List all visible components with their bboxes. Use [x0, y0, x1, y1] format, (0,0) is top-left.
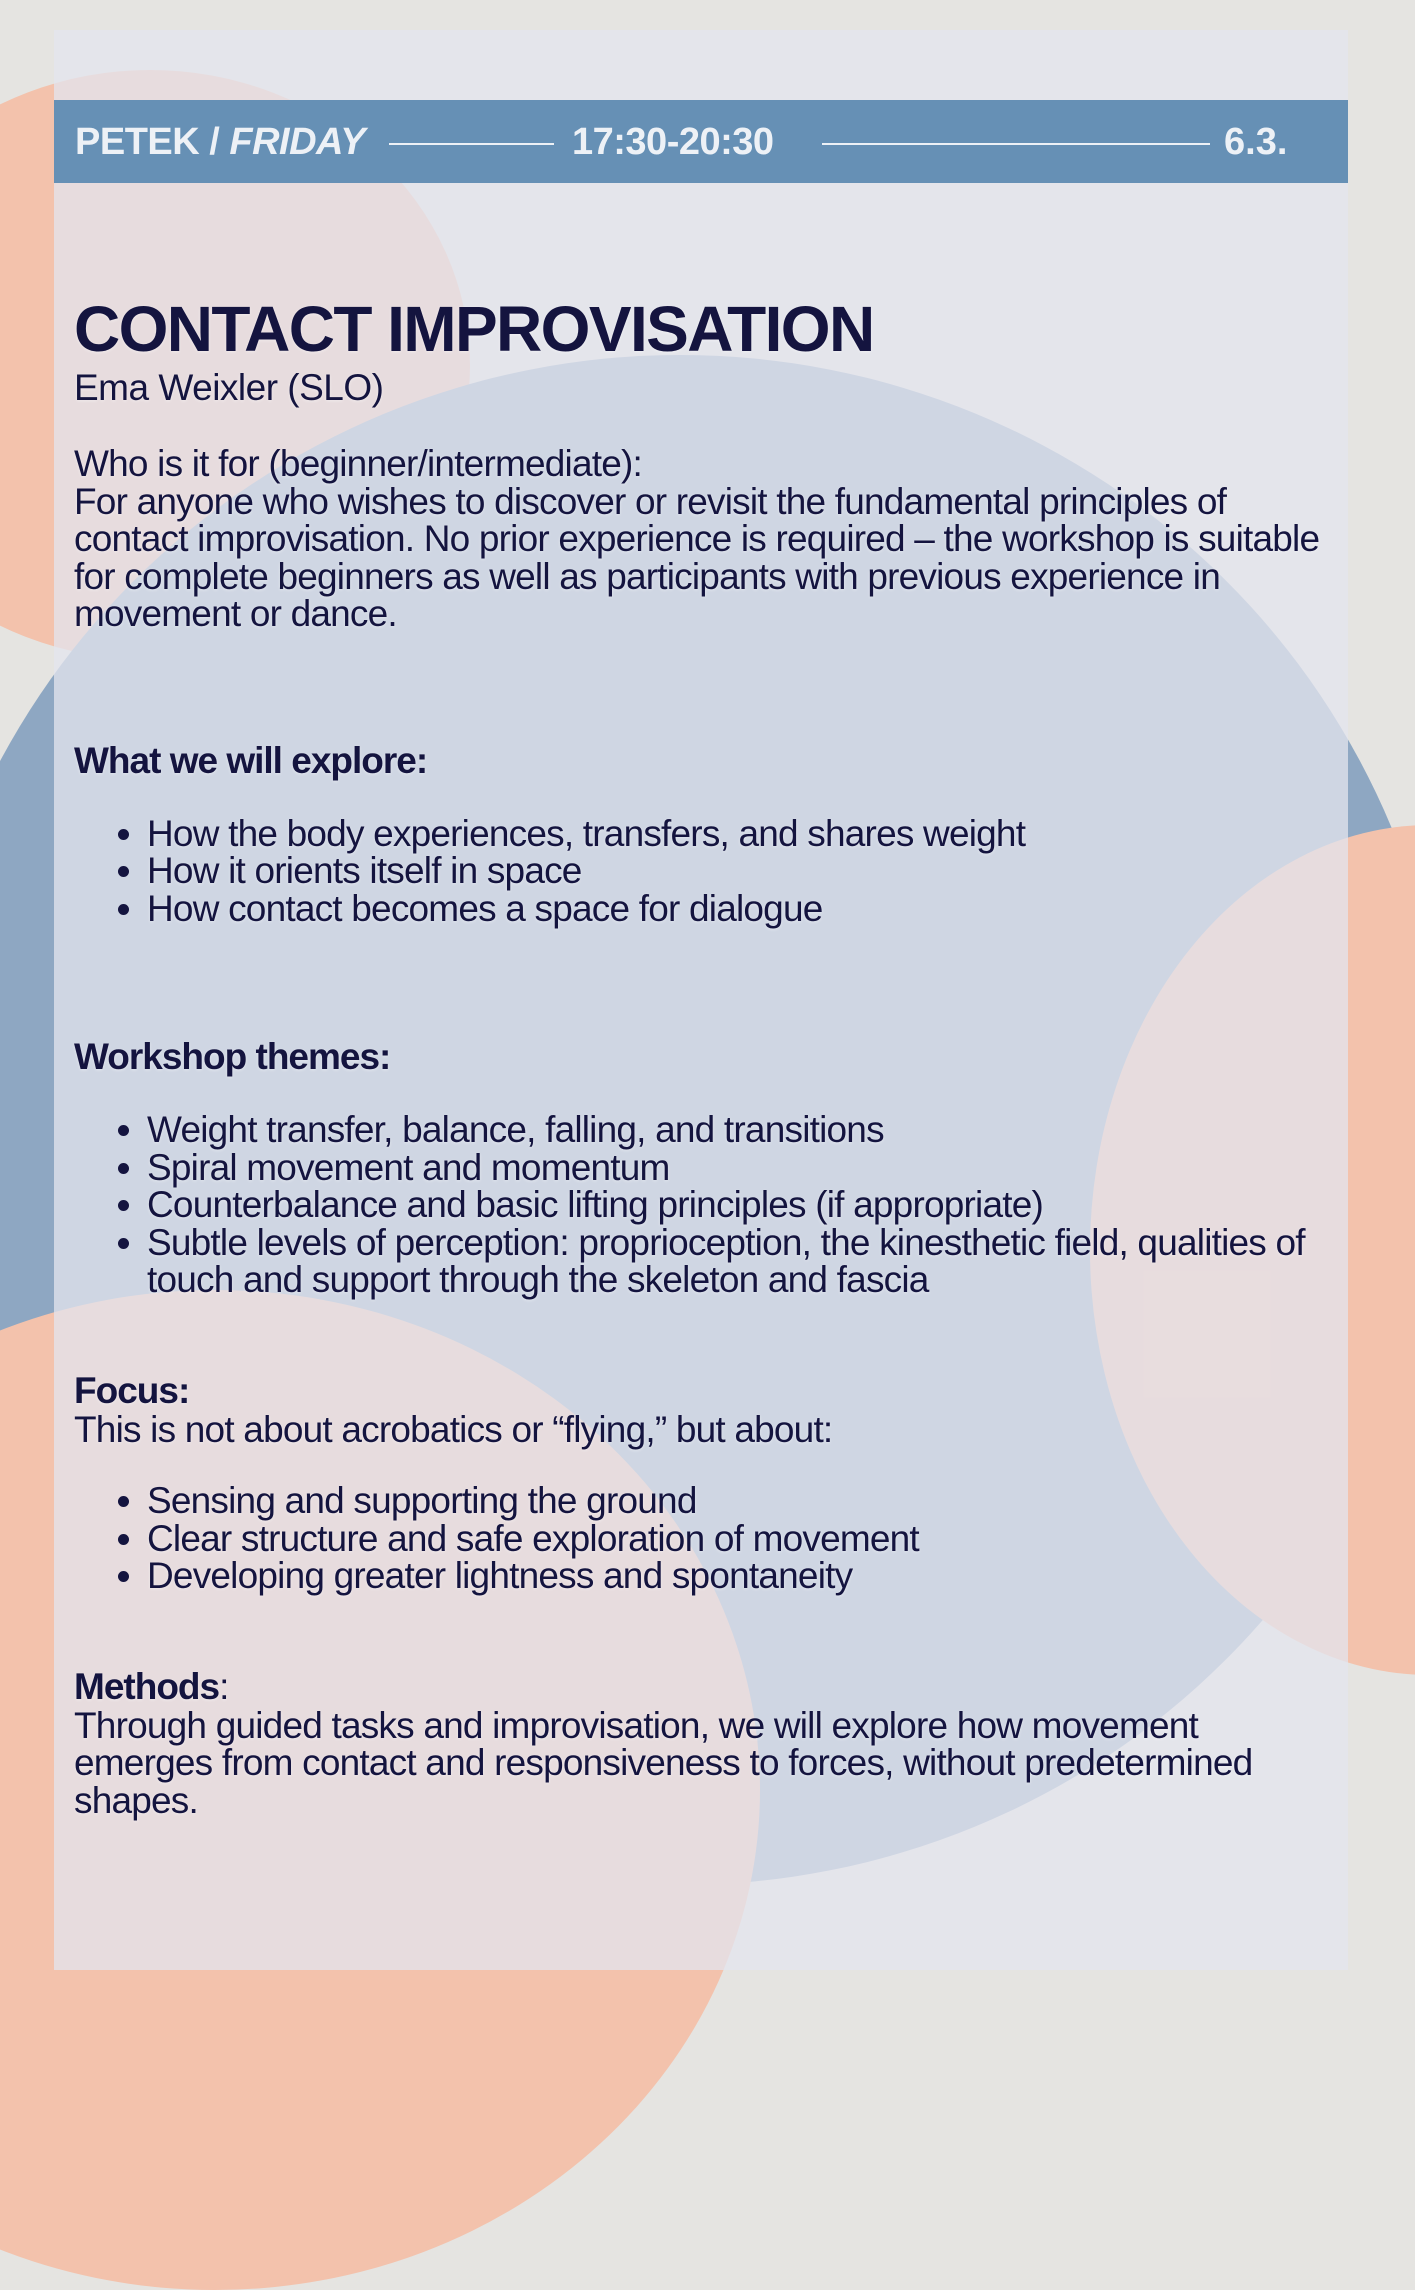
- themes-heading: Workshop themes:: [74, 1036, 391, 1077]
- list-item: • Developing greater lightness and spontaneity: [147, 1557, 1344, 1595]
- methods-text: Through guided tasks and improvisation, we will explore how movement emerges from contact and responsiveness to forces, without predetermined shapes.: [74, 1704, 1253, 1821]
- list-item: • Sensing and supporting the ground: [147, 1482, 1344, 1520]
- focus-intro: This is not about acrobatics or “flying,” but about:: [74, 1408, 833, 1450]
- day-separator: /: [199, 121, 230, 163]
- methods-heading: [74, 1667, 1344, 1707]
- workshop-title: CONTACT IMPROVISATION: [74, 293, 874, 365]
- list-item: • How the body experiences, transfers, and shares weight: [147, 815, 1344, 853]
- day-slovene: PETEK: [75, 121, 200, 163]
- header-day: [75, 121, 365, 164]
- list-item: • Spiral movement and momentum: [147, 1149, 1344, 1187]
- instructor-name: Ema Weixler (SLO): [74, 367, 384, 408]
- explore-list: [74, 812, 1344, 929]
- explore-heading: What we will explore:: [74, 739, 428, 781]
- list-item: • How contact becomes a space for dialogue: [147, 890, 1344, 928]
- list-item: • Counterbalance and basic lifting principles (if appropriate): [147, 1186, 1344, 1224]
- list-item: • Weight transfer, balance, falling, and transitions: [147, 1111, 1344, 1149]
- list-item: • How it orients itself in space: [147, 852, 1344, 890]
- audience-text: For anyone who wishes to discover or revisit the fundamental principles of contact improvisation. No prior experience is required – the workshop is suitable for complete beginners as well as participants with previous experience in movement or dance.: [74, 480, 1320, 634]
- workshop-description: [74, 290, 1344, 1819]
- header-rule-left: [389, 143, 554, 145]
- focus-heading: Focus:: [74, 1369, 190, 1411]
- header-rule-right: [822, 143, 1210, 145]
- methods-heading-colon: :: [219, 1665, 229, 1707]
- header-date: 6.3.: [1224, 121, 1288, 163]
- themes-list: [74, 1111, 1344, 1299]
- focus-list: [74, 1482, 1344, 1595]
- list-item: • Clear structure and safe exploration of movement: [147, 1520, 1344, 1558]
- list-item: • Subtle levels of perception: proprioception, the kinesthetic field, qualities of touch and support through the skeleton and fascia: [147, 1224, 1344, 1299]
- header-time: 17:30-20:30: [572, 121, 774, 163]
- methods-heading-label: Methods: [74, 1665, 220, 1707]
- day-english: FRIDAY: [229, 121, 366, 163]
- schedule-header-bar: [54, 100, 1348, 183]
- audience-heading: Who is it for (beginner/intermediate):: [74, 443, 643, 484]
